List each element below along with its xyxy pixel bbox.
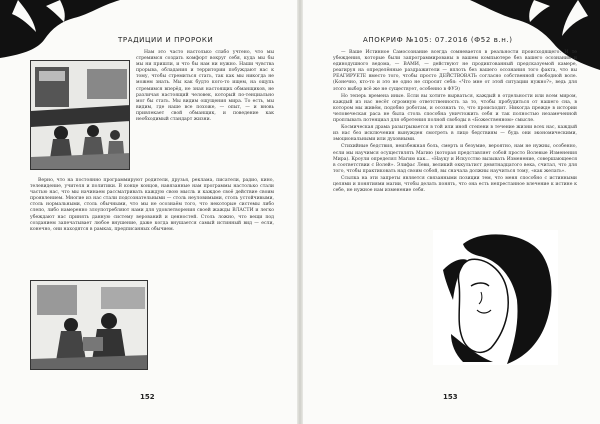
paragraph: Но теперь времена иные. Если вы хотите вырваться, каждый в отдельности или всем миром, каждый из нас несёт огромную ответственность за то, чтобы пробудиться от нашего сна, в котором мы живём, подобно роботам, и осознать то, что происходит. Никогда прежде в истории человеческая раса не была столь способна уничтожить себя и так полностью незамеченной проплывать потенциал для обретения полной свободы в «Божественном» смысле. [333,93,577,124]
article-text-full [333,50,577,195]
running-head: АПОКРИФ №105: 07.2016 (Ф52 в.н.) [363,36,513,44]
page-number: 152 [140,393,155,401]
running-head: ТРАДИЦИИ И ПРОРОКИ [118,36,214,44]
woman-portrait-illustration [433,230,558,365]
engraving-illustration [30,280,148,370]
engraving-illustration [30,60,130,170]
article-text-column [136,50,274,124]
tribal-ornament-icon [0,0,120,60]
paragraph: Нам это часто настолько слабо учтено, что мы стремимся создать комфорт вокруг себя, куда мы бы мы ни пришли, и что бы нам ни нужно. Наши чувства прорыва, обладания и территории побуждают нас к тому, чтобы стремиться стать, так как мы никогда не можем знать. Мы как будто кого-то ищем, на ощупь стремимся вперёд, не зная настоящих обманщиков, не различая настоящий человек, который по-тенциально мог бы стать. Мы видим ощущения мира. То есть, мы видим, где наше все похоже, — опыт, — и вновь привлекает свой обманщик, и поведение как необходимый стандарт жизни. [136,50,274,123]
paragraph: — Ваше Истинное Самосознание всегда сомневается в реальности происходящего. И те убеждения, которые были запрограммированы в вашем компьютере без вашего осознания и единодушного ведома, — ВАМИ, — действуют не продиктованный предсказуемой камере, реагируя на определённые раздражители — вплоть без вашего осознания того факта, что вы РЕАГИРУЕТЕ вместо того, чтобы просто ДЕЙСТВОВАТЬ согласно собственной свободной воле. (Конечно, кто-то и это не одно не спросит себя: «Что мне от этой ситуации нужно?», ведь для этого выбор всё же не существует, особенно в ФУЭ) [333,50,577,92]
article-text-full [30,178,274,234]
page-number: 153 [443,393,458,401]
right-page [303,0,600,424]
paragraph: Космическая драма разыгрывается в той или иной степени в течение жизни всех нас, каждый из нас без исключения вынужден смотреть в лицо бедствиям — будь они экономическими, эмоциональными или духовными. [333,125,577,143]
left-page [0,0,297,424]
paragraph: Ссылка на эти запреты является связанными позиции тем, что меня способно с истинными целями и понятиями магии, чтобы делать понять, что она есть непрестанное влечение к истине к себе, не нужное нам изменение себя. [333,175,577,194]
paragraph: Верно, что на постоянно программируют родители, друзья, реклама, писатели, радио, кино, телевидение, учителя и политики. В конце концов, навязанные нам программы настолько стали частью нас, что мы начинаем рассматривать каждую свою мысль и каждое своё действие своим проявлением. Многие из нас стали подсознательными — столь неуловимыми, столь устойчивыми, столь нормальными, столь обычными, что мы не осознаём того, что некоторые системы либо слепо, либо намеренно злоупотребляют нами для удовлетворения своей жажды ВЛАСТИ и легко убеждают нас принять данную систему верований и ценностей. Столь ложно, что вещи под созданием запечатывает любое внушение, даже когда внушается самый истинный вид — если, конечно, они находятся в рамках, предписанных обычием. [30,178,274,232]
paragraph: Стихийные бедствия, неизбежная боль, смерть и безумие, вероятно, нам не нужны, особенно, если мы научимся осуществлять Магию (которая представляет собой просто Волевые Изменения Мира). Кроули определял Магию как... «Науку и Искусство вызывать Изменение, совершающееся в соответствии с Волей». Элифас Леви, великий оккультист девятнадцатого века, считал, что для того, чтобы практиковать над своим собой, вы сначала должны научиться тому, «как желать». [333,144,577,174]
